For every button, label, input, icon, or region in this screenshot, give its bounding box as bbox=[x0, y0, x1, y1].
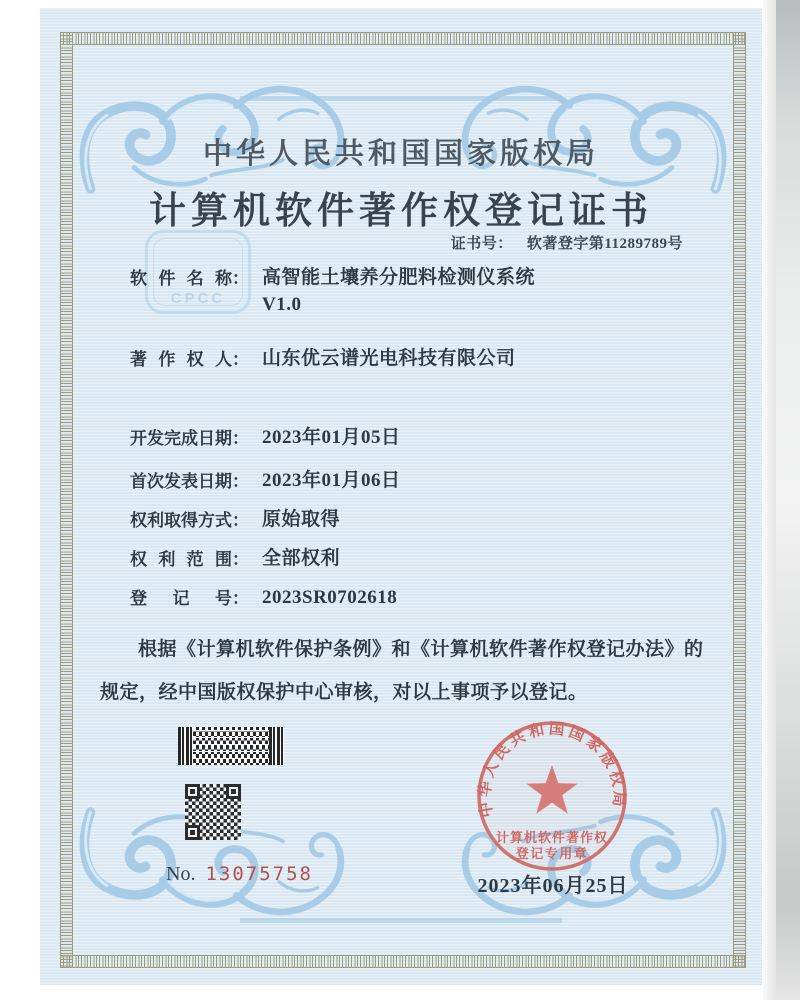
field-value: 2023年01月06日 bbox=[262, 470, 401, 491]
statement-line: 规定，经中国版权保护中心审核，对以上事项予以登记。 bbox=[100, 682, 588, 703]
serial-prefix: No. bbox=[166, 863, 196, 885]
seal-text-line2: 登记专用章 bbox=[515, 846, 589, 861]
issuer-title: 中华人民共和国国家版权局 bbox=[202, 138, 599, 170]
serial-number-line bbox=[166, 863, 313, 886]
floral-corner-ornament-icon bbox=[76, 50, 366, 198]
qr-code-image bbox=[185, 784, 241, 840]
field-colon: ： bbox=[232, 550, 249, 569]
field-label: 软件名称 bbox=[130, 269, 232, 288]
field-first-publish-date bbox=[130, 467, 401, 492]
field-label: 首次发表日期 bbox=[130, 472, 232, 491]
field-right-scope bbox=[130, 545, 341, 570]
certificate-paper bbox=[40, 8, 762, 985]
field-value: 2023SR0702618 bbox=[262, 587, 398, 608]
barcode-image bbox=[178, 727, 284, 765]
barcode-start-pattern bbox=[178, 727, 193, 765]
scan-page-edge-highlight bbox=[763, 0, 776, 1000]
field-colon: ： bbox=[232, 269, 249, 288]
field-value: 原始取得 bbox=[262, 509, 341, 530]
certificate-number-value: 软著登字第11289789号 bbox=[526, 236, 683, 252]
qr-finder-icon bbox=[185, 784, 200, 799]
meander-border-left bbox=[60, 32, 73, 968]
qr-finder-icon bbox=[226, 784, 241, 799]
certificate-number-label: 证书号： bbox=[450, 236, 513, 252]
meander-border-right bbox=[733, 32, 746, 968]
field-right-acquisition bbox=[130, 506, 341, 531]
field-colon: ： bbox=[232, 350, 249, 369]
field-label: 登记号 bbox=[130, 589, 232, 608]
field-value: 高智能土壤养分肥料检测仪系统 V1.0 bbox=[262, 264, 682, 318]
registration-statement bbox=[100, 628, 715, 714]
field-registration-number bbox=[130, 584, 398, 609]
issue-date: 2023年06月25日 bbox=[477, 875, 629, 897]
field-dev-complete-date bbox=[130, 424, 401, 449]
field-label: 开发完成日期 bbox=[130, 429, 232, 448]
certificate-title: 计算机软件著作权登记证书 bbox=[149, 191, 653, 232]
meander-border-top bbox=[60, 32, 746, 45]
barcode-data-region bbox=[193, 727, 269, 765]
field-value-version: V1.0 bbox=[262, 294, 302, 315]
field-label: 权利范围 bbox=[130, 550, 232, 569]
field-label: 著作权人 bbox=[130, 350, 232, 369]
meander-border-bottom bbox=[60, 955, 746, 968]
statement-line: 根据《计算机软件保护条例》和《计算机软件著作权登记办法》的 bbox=[138, 639, 704, 660]
field-colon: ： bbox=[232, 472, 249, 491]
field-colon: ： bbox=[232, 511, 249, 530]
barcode-stop-pattern bbox=[269, 727, 284, 765]
qr-finder-icon bbox=[185, 825, 200, 840]
field-value: 全部权利 bbox=[262, 548, 341, 569]
certificate-number-line bbox=[451, 232, 683, 253]
floral-corner-ornament-icon bbox=[440, 50, 730, 198]
field-label: 权利取得方式 bbox=[130, 511, 232, 530]
serial-number: 13075758 bbox=[205, 863, 313, 885]
field-value: 2023年01月05日 bbox=[262, 427, 401, 448]
field-copyright-owner bbox=[130, 345, 516, 370]
field-colon: ： bbox=[232, 589, 249, 608]
cpcc-watermark-text: CPCC bbox=[170, 290, 226, 307]
seal-text-line1: 计算机软件著作权 bbox=[495, 830, 609, 845]
official-seal bbox=[473, 717, 631, 875]
field-colon: ： bbox=[232, 429, 249, 448]
field-value: 山东优云谱光电科技有限公司 bbox=[262, 348, 516, 369]
seal-arc-text: 中华人民共和国国家版权局 bbox=[476, 720, 628, 819]
